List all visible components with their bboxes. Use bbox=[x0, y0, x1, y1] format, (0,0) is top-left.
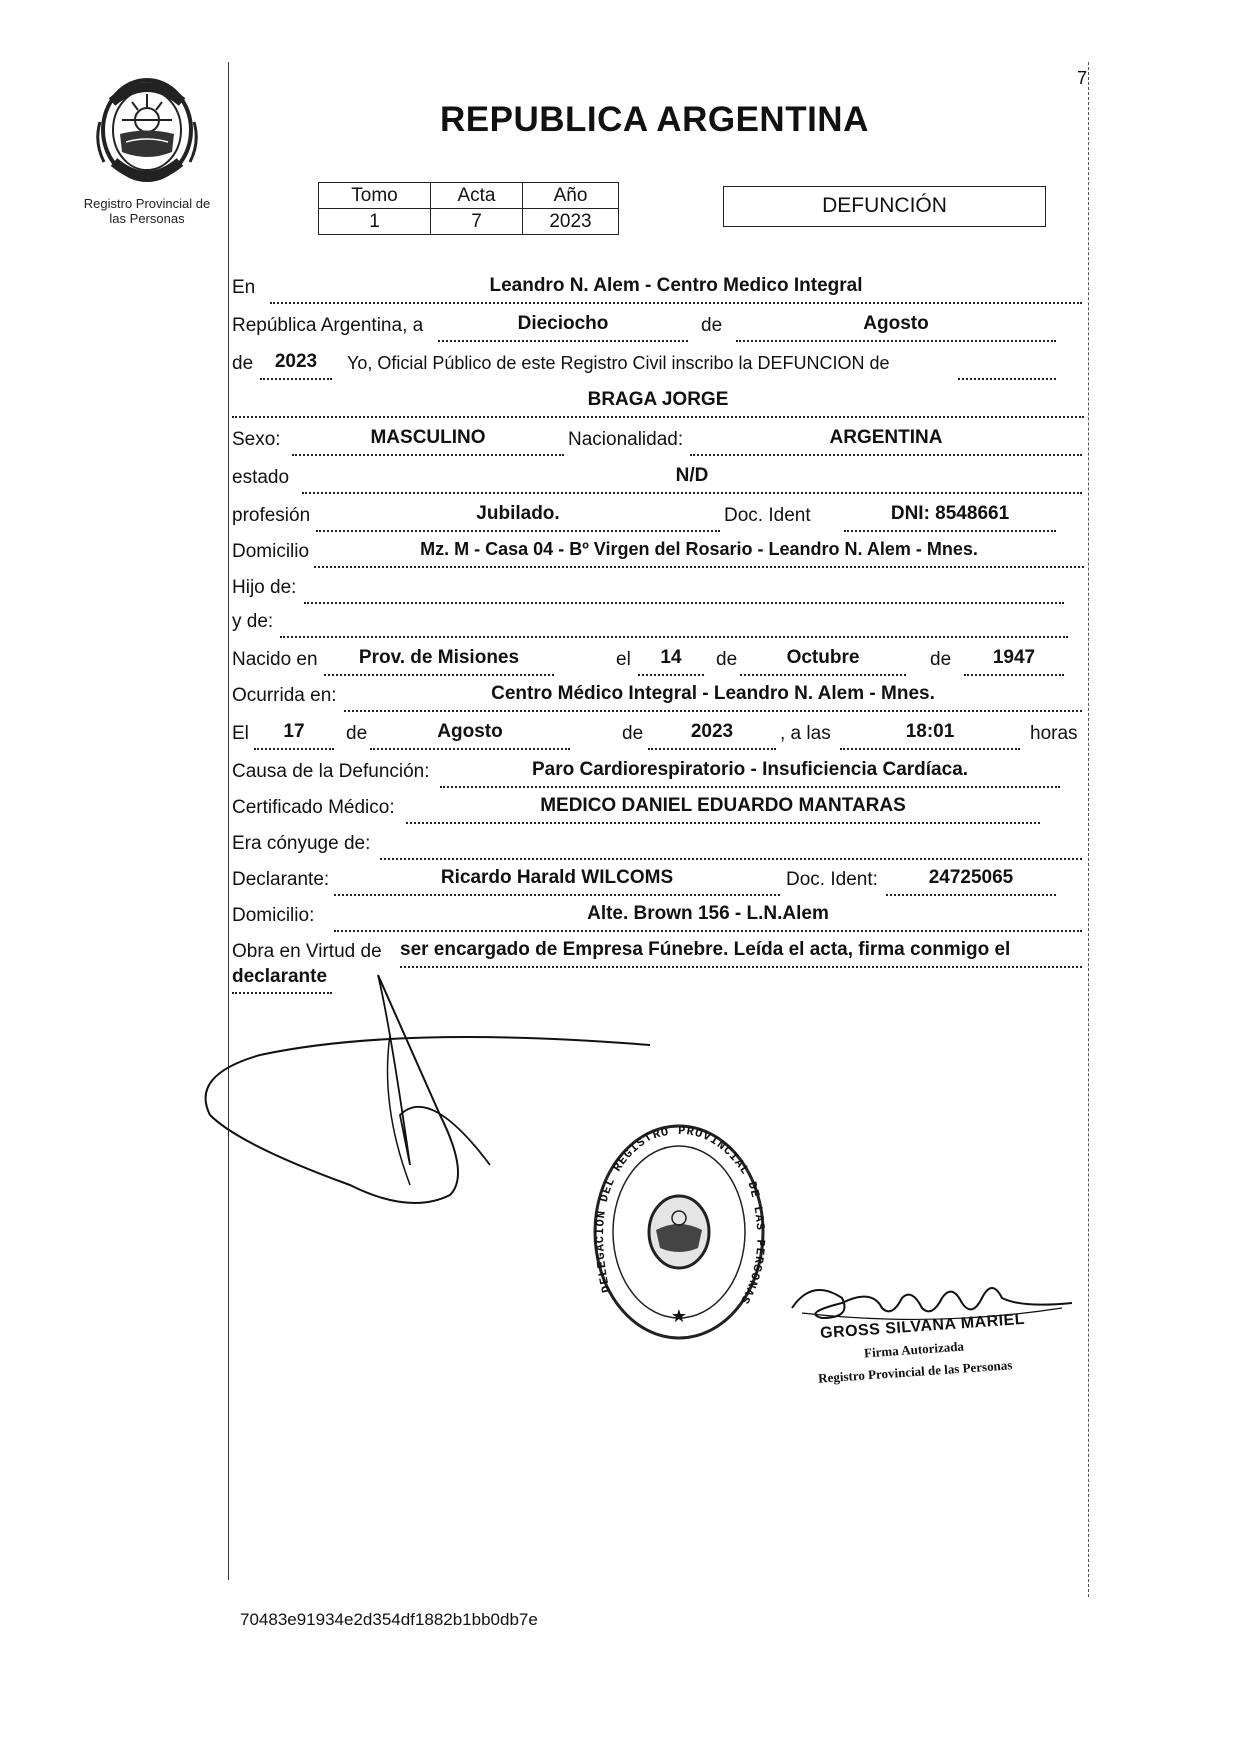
nacido-label: Nacido en bbox=[232, 649, 318, 670]
document-title: REPUBLICA ARGENTINA bbox=[440, 100, 869, 139]
de3-label: de bbox=[716, 649, 738, 670]
dotted-line bbox=[260, 378, 332, 380]
dotted-line bbox=[840, 748, 1020, 750]
anio-header: Año bbox=[523, 183, 619, 209]
doc-label: Doc. Ident bbox=[724, 505, 811, 526]
dotted-line bbox=[324, 674, 554, 676]
sexo-value: MASCULINO bbox=[370, 427, 486, 448]
conyuge-label: Era cónyuge de: bbox=[232, 833, 371, 854]
registry-label bbox=[62, 196, 232, 226]
dotted-line bbox=[344, 710, 1082, 712]
sexo-label: Sexo: bbox=[232, 429, 281, 450]
de4-label: de bbox=[930, 649, 952, 670]
svg-text:★: ★ bbox=[670, 1306, 688, 1326]
acta-header: Acta bbox=[431, 183, 523, 209]
delegation-seal bbox=[590, 1122, 768, 1342]
month-value: Agosto bbox=[863, 313, 929, 334]
obra-label: Obra en Virtud de bbox=[232, 941, 382, 962]
acta-value: 7 bbox=[431, 209, 523, 235]
birth-month-value: Octubre bbox=[786, 647, 860, 668]
left-margin-line bbox=[228, 62, 229, 1580]
de5-label: de bbox=[346, 723, 368, 744]
province-emblem-icon bbox=[92, 72, 202, 187]
republica-label: República Argentina, a bbox=[232, 315, 424, 336]
doc2-value: 24725065 bbox=[928, 867, 1014, 888]
nacionalidad-label: Nacionalidad: bbox=[568, 429, 684, 450]
dotted-line bbox=[314, 566, 1084, 568]
declarante-value: Ricardo Harald WILCOMS bbox=[440, 867, 674, 888]
death-year-value: 2023 bbox=[690, 721, 734, 742]
death-day-value: 17 bbox=[283, 721, 305, 742]
official-role: Firma Autorizada bbox=[863, 1338, 965, 1361]
alas-label: , a las bbox=[780, 723, 831, 744]
year-value: 2023 bbox=[274, 351, 318, 372]
page-number: 7 bbox=[1077, 68, 1088, 88]
de-label: de bbox=[701, 315, 723, 336]
death-time-value: 18:01 bbox=[905, 721, 955, 742]
domicilio-value: Mz. M - Casa 04 - Bº Virgen del Rosario - Leandro N. Alem - Mnes. bbox=[420, 539, 978, 559]
deceased-name: BRAGA JORGE bbox=[587, 389, 729, 410]
dotted-line bbox=[254, 748, 334, 750]
domicilio2-value: Alte. Brown 156 - L.N.Alem bbox=[587, 903, 829, 924]
registrar-statement: Yo, Oficial Público de este Registro Civil inscribo la DEFUNCION de bbox=[347, 353, 890, 373]
dotted-line bbox=[964, 674, 1064, 676]
obra-value: ser encargado de Empresa Fúnebre. Leída el acta, firma conmigo el bbox=[400, 939, 1011, 960]
dotted-line bbox=[438, 340, 688, 342]
dotted-line bbox=[690, 454, 1082, 456]
anio-value: 2023 bbox=[523, 209, 619, 235]
doc-value: DNI: 8548661 bbox=[890, 503, 1010, 524]
certificado-label: Certificado Médico: bbox=[232, 797, 395, 818]
dotted-line bbox=[380, 858, 1082, 860]
tomo-header: Tomo bbox=[319, 183, 431, 209]
dotted-line bbox=[638, 674, 704, 676]
dotted-line bbox=[648, 748, 776, 750]
dotted-line bbox=[292, 454, 564, 456]
ocurrida-label: Ocurrida en: bbox=[232, 685, 337, 706]
profesion-label: profesión bbox=[232, 505, 311, 526]
dotted-line bbox=[316, 530, 720, 532]
dotted-line bbox=[406, 822, 1040, 824]
official-name: GROSS SILVANA MARIEL bbox=[819, 1310, 1026, 1343]
dotted-line bbox=[740, 674, 906, 676]
causa-value: Paro Cardiorespiratorio - Insuficiencia Cardíaca. bbox=[531, 759, 969, 780]
place-value: Leandro N. Alem - Centro Medico Integral bbox=[489, 275, 863, 296]
el-label: el bbox=[616, 649, 631, 670]
death-month-value: Agosto bbox=[437, 721, 503, 742]
hijo-label: Hijo de: bbox=[232, 577, 297, 598]
record-type-box: DEFUNCIÓN bbox=[723, 186, 1046, 227]
domicilio-label: Domicilio bbox=[232, 541, 310, 562]
registry-label-line1: Registro Provincial de bbox=[83, 196, 211, 211]
dotted-line bbox=[302, 492, 1082, 494]
de2-label: de bbox=[232, 353, 254, 374]
birth-day-value: 14 bbox=[660, 647, 682, 668]
official-registry: Registro Provincial de las Personas bbox=[817, 1357, 1013, 1386]
tomo-value: 1 bbox=[319, 209, 431, 235]
birthplace-value: Prov. de Misiones bbox=[358, 647, 520, 668]
dotted-line bbox=[736, 340, 1056, 342]
seal-text: DELEGACION DEL REGISTRO PROVINCIAL DE LAS PERSONAS bbox=[593, 1123, 768, 1307]
dotted-line bbox=[958, 378, 1056, 380]
day-value: Dieciocho bbox=[517, 313, 609, 334]
de6-label: de bbox=[622, 723, 644, 744]
profesion-value: Jubilado. bbox=[476, 503, 560, 524]
dotted-line bbox=[440, 786, 1060, 788]
en-label: En bbox=[232, 277, 256, 298]
dotted-line bbox=[370, 748, 570, 750]
estado-value: N/D bbox=[675, 465, 709, 486]
domicilio2-label: Domicilio: bbox=[232, 905, 315, 926]
dotted-line bbox=[844, 530, 1056, 532]
dotted-line bbox=[304, 602, 1064, 604]
declarante-label: Declarante: bbox=[232, 869, 330, 890]
dotted-line bbox=[280, 636, 1068, 638]
estado-label: estado bbox=[232, 467, 290, 488]
dotted-line bbox=[334, 894, 780, 896]
registry-label-line2: las Personas bbox=[109, 211, 185, 226]
death-place-value: Centro Médico Integral - Leandro N. Alem - Mnes. bbox=[491, 683, 935, 704]
right-margin-line bbox=[1088, 62, 1089, 1597]
record-table bbox=[318, 182, 619, 235]
yde-label: y de: bbox=[232, 611, 274, 632]
birth-year-value: 1947 bbox=[992, 647, 1036, 668]
causa-label: Causa de la Defunción: bbox=[232, 761, 430, 782]
dotted-line bbox=[270, 302, 1082, 304]
document-hash: 70483e91934e2d354df1882b1bb0db7e bbox=[240, 1610, 538, 1629]
dotted-line bbox=[232, 416, 1084, 418]
dotted-line bbox=[334, 930, 1082, 932]
nacionalidad-value: ARGENTINA bbox=[829, 427, 943, 448]
certificado-value: MEDICO DANIEL EDUARDO MANTARAS bbox=[540, 795, 906, 816]
horas-label: horas bbox=[1030, 723, 1078, 744]
dotted-line bbox=[886, 894, 1056, 896]
obra-value-continued: declarante bbox=[232, 966, 328, 987]
el2-label: El bbox=[232, 723, 249, 744]
doc2-label: Doc. Ident: bbox=[786, 869, 878, 890]
